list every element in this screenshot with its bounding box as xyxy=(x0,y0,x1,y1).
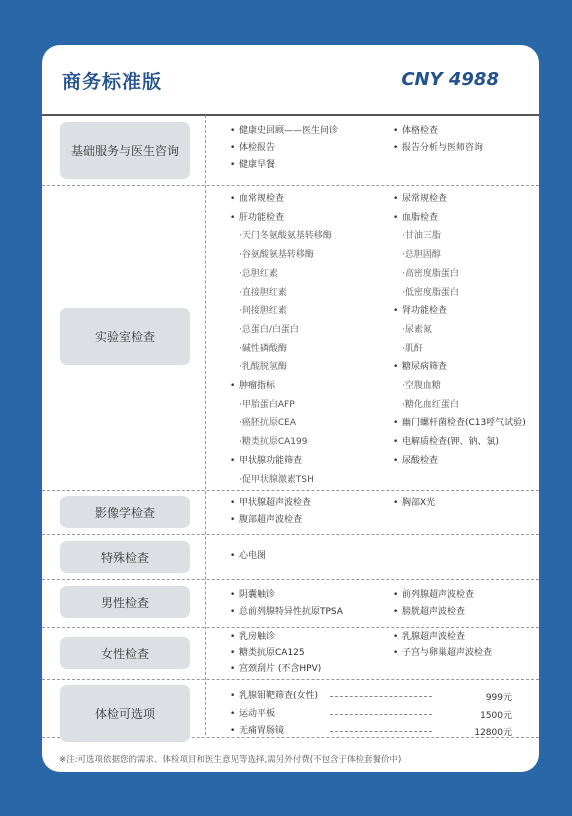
optional-item-name: • 运动平板 xyxy=(239,708,275,720)
optional-item-name: • 乳腺钼靶筛查(女性) xyxy=(239,690,318,702)
sub-list-item: ·甘油三脂 xyxy=(402,231,441,242)
footnote: ※注:可选项依据您的需求、体检项目和医生意见等选择,需另外付费(不包含于体检套餐价中) xyxy=(59,755,402,765)
section-label-basic: 基础服务与医生咨询 xyxy=(60,122,190,179)
section-label-imaging: 影像学检查 xyxy=(60,496,190,528)
sub-list-item: ·高密度脂蛋白 xyxy=(402,268,459,279)
list-item: • 尿酸检查 xyxy=(402,455,438,467)
list-item: • 甲状腺超声波检查 xyxy=(239,497,311,509)
list-item: • 糖类抗原CA125 xyxy=(239,647,305,659)
leader-line xyxy=(330,731,432,732)
list-item: • 糖尿病筛查 xyxy=(402,361,447,373)
section-label-female: 女性检查 xyxy=(60,637,190,669)
list-item: • 前列腺超声波检查 xyxy=(402,589,474,601)
sub-list-item: ·谷氨酸氨基转移酶 xyxy=(239,250,314,261)
list-item: • 肿瘤指标 xyxy=(239,380,275,392)
row-divider xyxy=(42,490,539,491)
sub-list-item: ·癌胚抗原CEA xyxy=(239,418,296,429)
list-item: • 乳腺超声波检查 xyxy=(402,631,465,643)
optional-item-name: • 无痛胃肠镜 xyxy=(239,725,284,737)
list-item: • 阴囊触诊 xyxy=(239,589,275,601)
sub-list-item: ·糖类抗原CA199 xyxy=(239,437,308,448)
list-item: • 心电图 xyxy=(239,550,266,562)
sub-list-item: ·空腹血糖 xyxy=(402,381,441,391)
leader-line xyxy=(330,696,432,697)
sub-list-item: ·直接胆红素 xyxy=(239,287,287,298)
list-item: • 膀胱超声波检查 xyxy=(402,606,465,618)
row-divider xyxy=(42,579,539,580)
sub-list-item: ·总胆红素 xyxy=(239,268,278,279)
row-divider xyxy=(42,679,539,680)
package-title: 商务标准版 xyxy=(62,71,163,93)
list-item: • 腹部超声波检查 xyxy=(239,514,302,526)
list-item: • 健康史回顾——医生问诊 xyxy=(239,125,338,137)
row-divider xyxy=(42,627,539,628)
sub-list-item: ·碱性磷酸酶 xyxy=(239,343,287,354)
list-item: • 电解质检查(钾、钠、氯) xyxy=(402,436,499,448)
list-item: • 尿常规检查 xyxy=(402,193,447,205)
sub-list-item: ·乳酸脱氢酶 xyxy=(239,362,287,373)
row-divider xyxy=(42,534,539,535)
package-card xyxy=(42,45,539,772)
list-item: • 胸部X光 xyxy=(402,497,435,509)
sub-list-item: ·甲胎蛋白AFP xyxy=(239,399,295,410)
sub-list-item: ·肌酐 xyxy=(402,343,423,354)
section-label-special: 特殊检查 xyxy=(60,541,190,573)
sub-list-item: ·尿素氮 xyxy=(402,324,432,335)
leader-line xyxy=(330,714,432,715)
list-item: • 总前列腺特异性抗原TPSA xyxy=(239,606,343,618)
list-item: • 体检报告 xyxy=(239,142,275,154)
list-item: • 肝功能检查 xyxy=(239,212,284,224)
list-item: • 健康早餐 xyxy=(239,159,275,171)
header-divider xyxy=(42,114,539,116)
sub-list-item: ·糖化血红蛋白 xyxy=(402,399,459,410)
list-item: • 甲状腺功能筛查 xyxy=(239,455,302,467)
list-item: • 子宫与卵巢超声波检查 xyxy=(402,647,492,659)
sub-list-item: ·总胆固醇 xyxy=(402,250,441,261)
optional-item-price: 999元 xyxy=(485,693,512,703)
list-item: • 血常规检查 xyxy=(239,193,284,205)
row-divider xyxy=(42,185,539,186)
section-label-lab: 实验室检查 xyxy=(60,308,190,365)
list-item: • 体格检查 xyxy=(402,125,438,137)
sub-list-item: ·总蛋白/白蛋白 xyxy=(239,324,299,335)
package-price: CNY 4988 xyxy=(401,69,499,90)
list-item: • 血脂检查 xyxy=(402,212,438,224)
sub-list-item: ·间接胆红素 xyxy=(239,306,287,317)
optional-item-price: 12800元 xyxy=(474,728,512,738)
section-label-male: 男性检查 xyxy=(60,586,190,618)
list-item: • 乳房触诊 xyxy=(239,631,275,643)
section-label-optional: 体检可选项 xyxy=(60,685,190,742)
optional-item-price: 1500元 xyxy=(480,711,512,721)
sub-list-item: ·低密度脂蛋白 xyxy=(402,287,459,298)
list-item: • 报告分析与医师咨询 xyxy=(402,142,483,154)
sub-list-item: ·天门冬氨酸氨基转移酶 xyxy=(239,231,332,242)
column-divider xyxy=(205,115,206,735)
list-item: • 宫颈刮片 (不含HPV) xyxy=(239,663,321,675)
list-item: • 幽门螺杆菌检查(C13呼气试验) xyxy=(402,417,526,429)
sub-list-item: ·促甲状腺激素TSH xyxy=(239,474,314,485)
list-item: • 肾功能检查 xyxy=(402,305,447,317)
